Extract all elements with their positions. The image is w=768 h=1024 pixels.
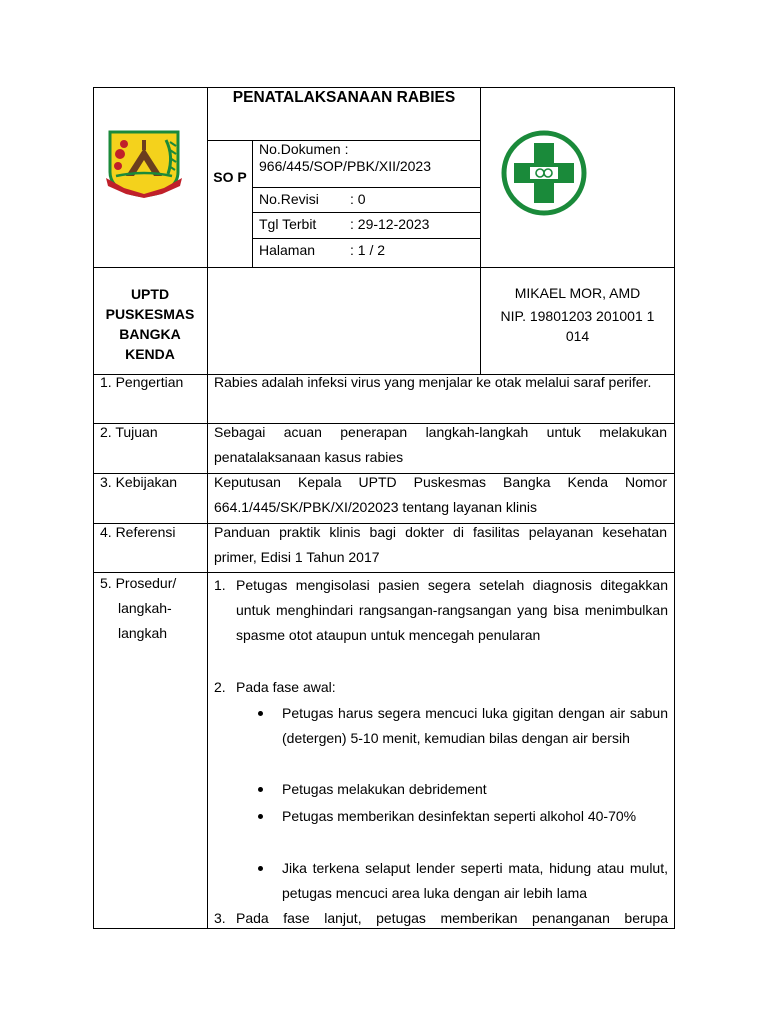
step-3-text: Pada fase lanjut, petugas memberikan penanganan berupa bbox=[236, 910, 668, 926]
issue-date-label: Tgl Terbit bbox=[259, 216, 317, 232]
section-text-referensi: Panduan praktik klinis bagi dokter di fasilitas pelayanan kesehatan primer, Edisi 1 Tahun 2017 bbox=[214, 524, 667, 565]
health-ministry-logo bbox=[500, 129, 588, 217]
bullet-4-marker bbox=[258, 866, 263, 871]
revision-label: No.Revisi bbox=[259, 191, 319, 207]
document-title: PENATALAKSANAAN RABIES bbox=[232, 89, 456, 106]
bullet-1-marker bbox=[258, 711, 263, 716]
document-number-block bbox=[259, 141, 474, 175]
bullet-4-text: Jika terkena selaput lender seperti mata, hidung atau mulut, petugas mencuci area luka dengan air lebih lama bbox=[282, 860, 668, 901]
section-label-pengertian: 1. Pengertian bbox=[100, 374, 184, 390]
meta-divider-3 bbox=[252, 238, 480, 239]
section-label-prosedur bbox=[100, 571, 204, 646]
document-number-value: 966/445/SOP/PBK/XII/2023 bbox=[259, 158, 432, 174]
body-column-divider bbox=[207, 374, 208, 929]
bullet-3-marker bbox=[258, 814, 263, 819]
sop-divider bbox=[252, 140, 253, 268]
section-text-tujuan: Sebagai acuan penerapan langkah-langkah untuk melakukan penatalaksanaan kasus rabies bbox=[214, 424, 667, 465]
section-label-tujuan: 2. Tujuan bbox=[100, 424, 158, 440]
organization-name-line1: UPTD bbox=[130, 286, 170, 302]
section-label-prosedur-line3: langkah bbox=[118, 625, 168, 641]
bullet-1-text: Petugas harus segera mencuci luka gigitan dengan air sabun (detergen) 5-10 menit, kemudian bilas dengan air bersih bbox=[282, 705, 668, 746]
step-1-number: 1. bbox=[214, 577, 226, 593]
step-2-number: 2. bbox=[214, 679, 226, 695]
organization-name bbox=[94, 284, 206, 364]
bullet-2-marker bbox=[258, 787, 263, 792]
bullet-3-text: Petugas memberikan desinfektan seperti alkohol 40-70% bbox=[282, 808, 637, 824]
bullet-2-text: Petugas melakukan debridement bbox=[282, 781, 487, 797]
organization-name-line2: PUSKESMAS bbox=[105, 306, 195, 322]
page-row bbox=[259, 242, 385, 259]
revision-row bbox=[259, 191, 366, 208]
table-border-left bbox=[93, 87, 94, 929]
section-text-pengertian: Rabies adalah infeksi virus yang menjalar ke otak melalui saraf perifer. bbox=[214, 374, 652, 390]
sop-label: SO P bbox=[213, 169, 247, 185]
signatory-name: MIKAEL MOR, AMD bbox=[514, 285, 641, 301]
section-label-referensi: 4. Referensi bbox=[100, 524, 176, 540]
revision-value: : 0 bbox=[350, 191, 366, 207]
document-number-label: No.Dokumen : bbox=[259, 141, 349, 157]
step-1-text: Petugas mengisolasi pasien segera setelah diagnosis ditegakkan untuk menghindari rangsangan-rangsangan yang bisa menimbulkan spasme otot ataupun untuk mencegah penularan bbox=[236, 577, 668, 643]
step-2-text: Pada fase awal: bbox=[236, 679, 336, 695]
organization-name-line4: KENDA bbox=[125, 346, 175, 362]
signatory-nip-line2: 014 bbox=[565, 328, 590, 344]
signatory-nip-line1: NIP. 19801203 201001 1 bbox=[500, 308, 655, 324]
section-label-prosedur-line1: 5. Prosedur/ bbox=[100, 575, 177, 591]
section-text-kebijakan: Keputusan Kepala UPTD Puskesmas Bangka Kenda Nomor 664.1/445/SK/PBK/XI/202023 tentang layanan klinis bbox=[214, 474, 667, 515]
meta-divider-1 bbox=[252, 187, 480, 188]
section-label-prosedur-line2: langkah- bbox=[118, 600, 172, 616]
table-border-right bbox=[674, 87, 675, 929]
step-3-number: 3. bbox=[214, 910, 226, 926]
meta-divider-2 bbox=[252, 212, 480, 213]
page-value: : 1 / 2 bbox=[350, 242, 386, 258]
organization-name-line3: BANGKA bbox=[119, 326, 181, 342]
page-label: Halaman bbox=[259, 242, 316, 258]
section-label-kebijakan: 3. Kebijakan bbox=[100, 474, 178, 490]
issue-date-row bbox=[259, 216, 429, 233]
regency-crest-logo bbox=[104, 126, 184, 198]
issue-date-value: : 29-12-2023 bbox=[350, 216, 430, 232]
signature-area bbox=[208, 268, 480, 374]
